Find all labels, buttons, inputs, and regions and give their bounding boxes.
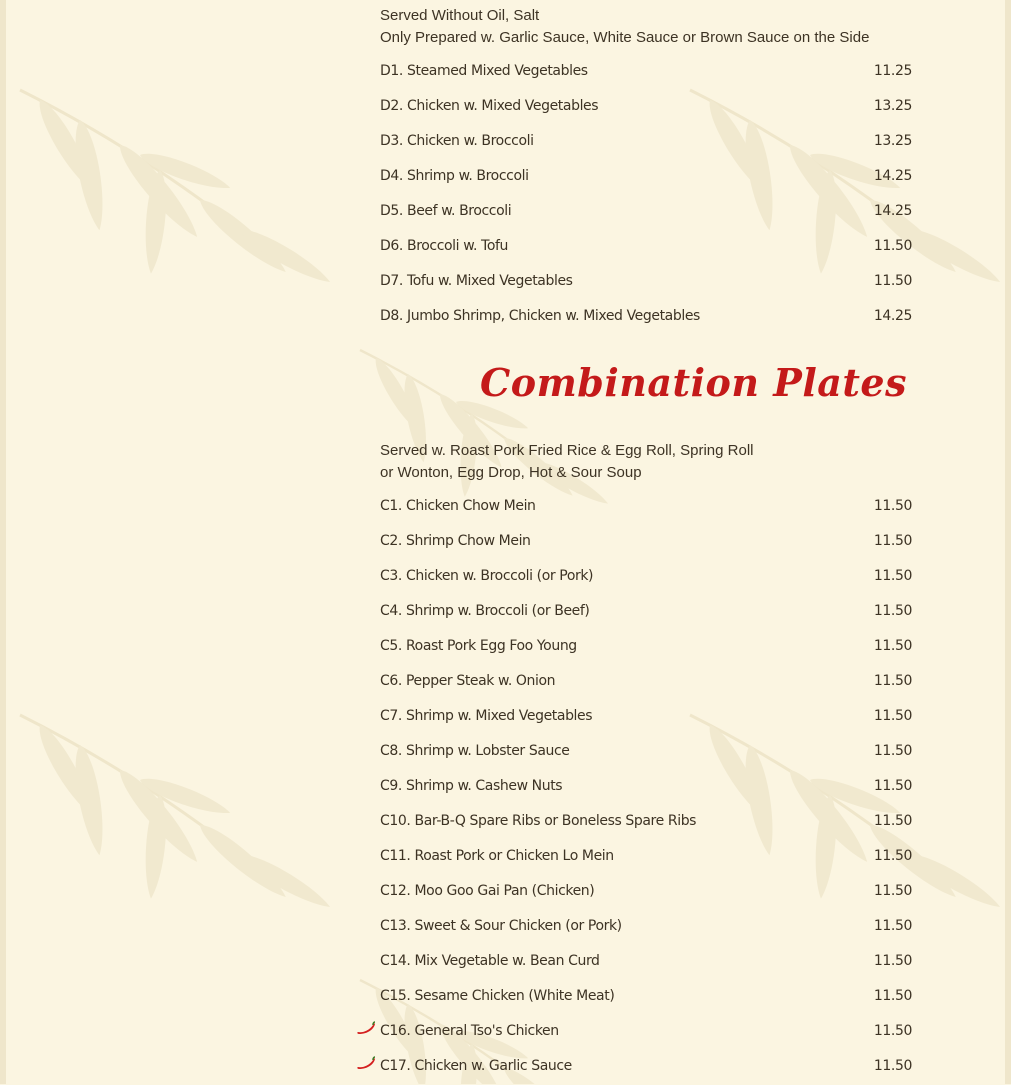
- menu-item-price: 11.50: [873, 673, 912, 689]
- menu-item-price: 11.50: [873, 273, 912, 289]
- menu-item: [380, 300, 912, 335]
- menu-item: [380, 55, 912, 90]
- menu-item-price: 14.25: [873, 203, 912, 219]
- menu-item-price: 11.50: [873, 743, 912, 759]
- menu-item: [380, 160, 912, 195]
- menu-item-price: 11.50: [873, 238, 912, 254]
- menu-item-name: C9. Shrimp w. Cashew Nuts: [380, 778, 563, 794]
- menu-item: [380, 230, 912, 265]
- menu-item-price: 11.50: [873, 918, 912, 934]
- menu-item-name: D1. Steamed Mixed Vegetables: [380, 63, 588, 79]
- menu-item-name: D2. Chicken w. Mixed Vegetables: [380, 98, 599, 114]
- diet-note-line-1: Served Without Oil, Salt: [380, 7, 540, 24]
- menu-item-name: D8. Jumbo Shrimp, Chicken w. Mixed Vegetables: [380, 308, 700, 324]
- menu-item-price: 11.50: [873, 883, 912, 899]
- menu-item: [380, 1015, 912, 1050]
- diet-menu-list: [380, 55, 912, 335]
- menu-item: [380, 195, 912, 230]
- menu-item-price: 11.50: [873, 813, 912, 829]
- menu-item-name: C17. Chicken w. Garlic Sauce: [380, 1058, 572, 1074]
- menu-item-name: C4. Shrimp w. Broccoli (or Beef): [380, 603, 590, 619]
- menu-item-name: C8. Shrimp w. Lobster Sauce: [380, 743, 570, 759]
- menu-item-name: C5. Roast Pork Egg Foo Young: [380, 638, 577, 654]
- menu-item-name: C15. Sesame Chicken (White Meat): [380, 988, 615, 1004]
- menu-item-name: C2. Shrimp Chow Mein: [380, 533, 531, 549]
- menu-item-name: C3. Chicken w. Broccoli (or Pork): [380, 568, 594, 584]
- menu-item-price: 11.50: [873, 638, 912, 654]
- menu-item: [380, 90, 912, 125]
- menu-item: [380, 700, 912, 735]
- combination-section-note: [380, 440, 920, 484]
- menu-item-name: C6. Pepper Steak w. Onion: [380, 673, 556, 689]
- menu-item-price: 13.25: [873, 133, 912, 149]
- menu-item: [380, 770, 912, 805]
- menu-item: [380, 595, 912, 630]
- menu-item-price: 11.50: [873, 953, 912, 969]
- menu-item-name: D4. Shrimp w. Broccoli: [380, 168, 529, 184]
- menu-item-price: 11.50: [873, 708, 912, 724]
- menu-item: [380, 840, 912, 875]
- menu-item-name: C7. Shrimp w. Mixed Vegetables: [380, 708, 593, 724]
- menu-item-name: D7. Tofu w. Mixed Vegetables: [380, 273, 573, 289]
- menu-item-price: 11.50: [873, 603, 912, 619]
- menu-item-name: C13. Sweet & Sour Chicken (or Pork): [380, 918, 622, 934]
- menu-item-price: 14.25: [873, 308, 912, 324]
- menu-item: [380, 560, 912, 595]
- menu-item-name: C14. Mix Vegetable w. Bean Curd: [380, 953, 600, 969]
- menu-item-price: 11.50: [873, 1023, 912, 1039]
- menu-item-name: D5. Beef w. Broccoli: [380, 203, 512, 219]
- menu-item-price: 11.25: [873, 63, 912, 79]
- menu-item-name: D3. Chicken w. Broccoli: [380, 133, 534, 149]
- menu-item-price: 13.25: [873, 98, 912, 114]
- menu-item: [380, 665, 912, 700]
- menu-item-price: 11.50: [873, 568, 912, 584]
- menu-item-name: C16. General Tso's Chicken: [380, 1023, 559, 1039]
- menu-item-price: 11.50: [873, 1058, 912, 1074]
- menu-item-name: C1. Chicken Chow Mein: [380, 498, 536, 514]
- menu-item: [380, 1050, 912, 1085]
- menu-item: [380, 805, 912, 840]
- menu-item: [380, 265, 912, 300]
- combination-plates-title: Combination Plates: [480, 360, 907, 405]
- menu-item-name: C12. Moo Goo Gai Pan (Chicken): [380, 883, 595, 899]
- chili-pepper-icon: [356, 1056, 376, 1070]
- menu-item: [380, 125, 912, 160]
- combination-note-line-2: or Wonton, Egg Drop, Hot & Sour Soup: [380, 464, 642, 481]
- diet-section-note: [380, 5, 920, 49]
- menu-item-price: 11.50: [873, 778, 912, 794]
- menu-item: [380, 980, 912, 1015]
- menu-item-name: C10. Bar-B-Q Spare Ribs or Boneless Spare Ribs: [380, 813, 697, 829]
- menu-item-price: 11.50: [873, 988, 912, 1004]
- menu-item-price: 11.50: [873, 848, 912, 864]
- combination-menu-list: [380, 490, 912, 1085]
- menu-item: [380, 630, 912, 665]
- menu-item: [380, 875, 912, 910]
- combination-note-line-1: Served w. Roast Pork Fried Rice & Egg Roll, Spring Roll: [380, 442, 754, 459]
- menu-item: [380, 525, 912, 560]
- chili-pepper-icon: [356, 1021, 376, 1035]
- menu-item-name: D6. Broccoli w. Tofu: [380, 238, 509, 254]
- menu-item-name: C11. Roast Pork or Chicken Lo Mein: [380, 848, 614, 864]
- menu-item-price: 11.50: [873, 498, 912, 514]
- menu-item: [380, 910, 912, 945]
- menu-item: [380, 945, 912, 980]
- diet-note-line-2: Only Prepared w. Garlic Sauce, White Sauce or Brown Sauce on the Side: [380, 29, 870, 46]
- menu-item: [380, 490, 912, 525]
- menu-item-price: 14.25: [873, 168, 912, 184]
- menu-item: [380, 735, 912, 770]
- menu-item-price: 11.50: [873, 533, 912, 549]
